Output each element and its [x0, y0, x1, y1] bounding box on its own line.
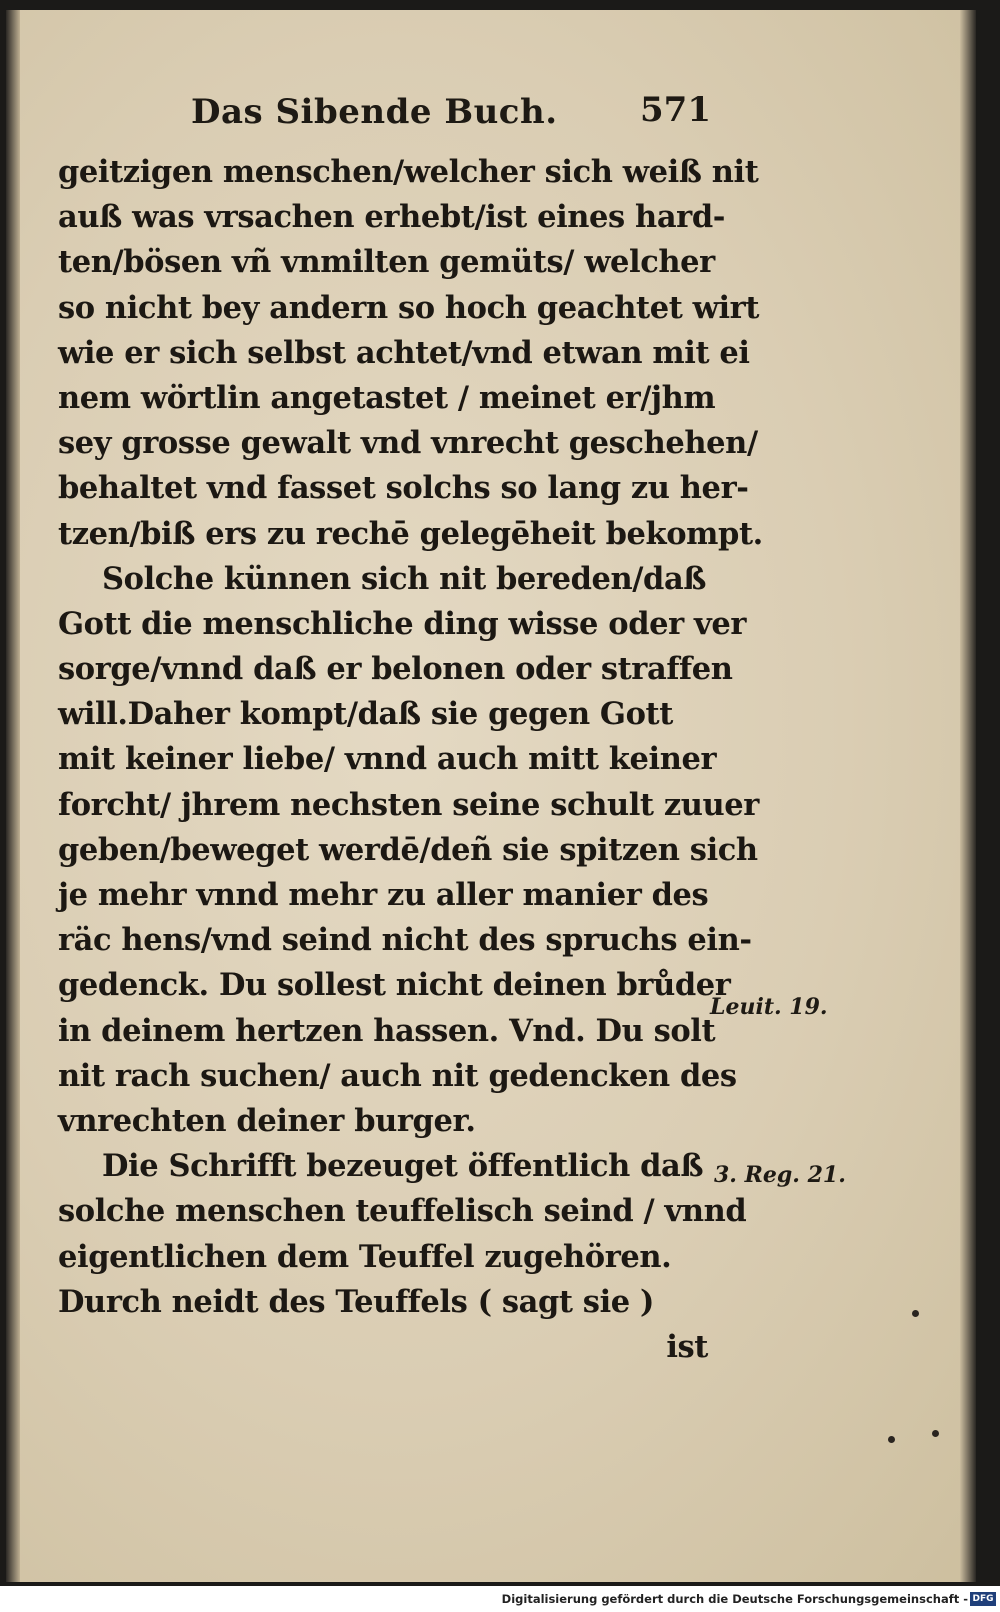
text-line: in deinem hertzen hassen. Vnd. Du solt [58, 1012, 716, 1049]
page-number: 571 [640, 90, 711, 130]
text-line: mit keiner liebe/ vnnd auch mitt keiner [58, 741, 717, 778]
page-header [191, 92, 711, 142]
text-line: sey grosse gewalt vnd vnrecht geschehen/ [58, 425, 758, 462]
funding-credit: Digitalisierung gefördert durch die Deutsche Forschungsgemeinschaft - [501, 1592, 968, 1606]
catchword: ist [666, 1328, 708, 1365]
marginal-note-leuit: Leuit. 19. [710, 994, 828, 1020]
text-line: sorge/vnnd daß er belonen oder straffen [58, 651, 733, 688]
text-line: räc hens/vnd seind nicht des spruchs ein- [58, 922, 752, 959]
page-edge-shadow [960, 10, 976, 1582]
text-line: will.Daher kompt/daß sie gegen Gott [58, 696, 673, 733]
page-gutter-shadow [6, 10, 20, 1582]
text-line: je mehr vnnd mehr zu aller manier des [58, 877, 709, 913]
text-line: ten/bösen vñ vnmilten gemüts/ welcher [58, 244, 715, 281]
text-line: auß was vrsachen erhebt/ist eines hard- [58, 199, 726, 236]
text-line: geben/beweget werdē/deñ sie spitzen sich [58, 831, 758, 868]
text-line: behaltet vnd fasset solchs so lang zu her- [58, 470, 749, 507]
paragraph-start-line: Die Schrifft bezeuget öffentlich daß [102, 1148, 704, 1185]
running-title: Das Sibende Buch. [191, 92, 558, 132]
marginal-note-reg: 3. Reg. 21. [714, 1162, 846, 1188]
body-text [58, 150, 763, 1370]
text-line: eigentlichen dem Teuffel zugehören. [58, 1238, 672, 1275]
ink-speck [888, 1436, 895, 1443]
text-line: nem wörtlin angetastet / meinet er/jhm [58, 379, 716, 416]
text-line: forcht/ jhrem nechsten seine schult zuuer [58, 786, 759, 823]
text-line: nit rach suchen/ auch nit gedencken des [58, 1057, 737, 1094]
ink-speck [932, 1430, 939, 1437]
text-line: tzen/biß ers zu rechē gelegēheit bekompt. [58, 515, 763, 552]
text-line: geitzigen menschen/welcher sich weiß nit [58, 154, 759, 190]
text-line: solche menschen teuffelisch seind / vnnd [58, 1193, 747, 1230]
text-line: wie er sich selbst achtet/vnd etwan mit ei [58, 334, 750, 371]
dfg-logo: DFG [970, 1592, 996, 1606]
text-line: Durch neidt des Teuffels ( sagt sie ) [58, 1283, 655, 1320]
book-page [6, 10, 976, 1582]
ink-speck [912, 1310, 919, 1317]
paragraph-start-line: Solche künnen sich nit bereden/daß [102, 560, 707, 597]
text-line: vnrechten deiner burger. [58, 1102, 476, 1139]
footer-bar [0, 1588, 1000, 1612]
text-line: Gott die menschliche ding wisse oder ver [58, 605, 747, 642]
text-line: gedenck. Du sollest nicht deinen brůder [58, 967, 731, 1004]
text-line: so nicht bey andern so hoch geachtet wirt [58, 289, 760, 326]
